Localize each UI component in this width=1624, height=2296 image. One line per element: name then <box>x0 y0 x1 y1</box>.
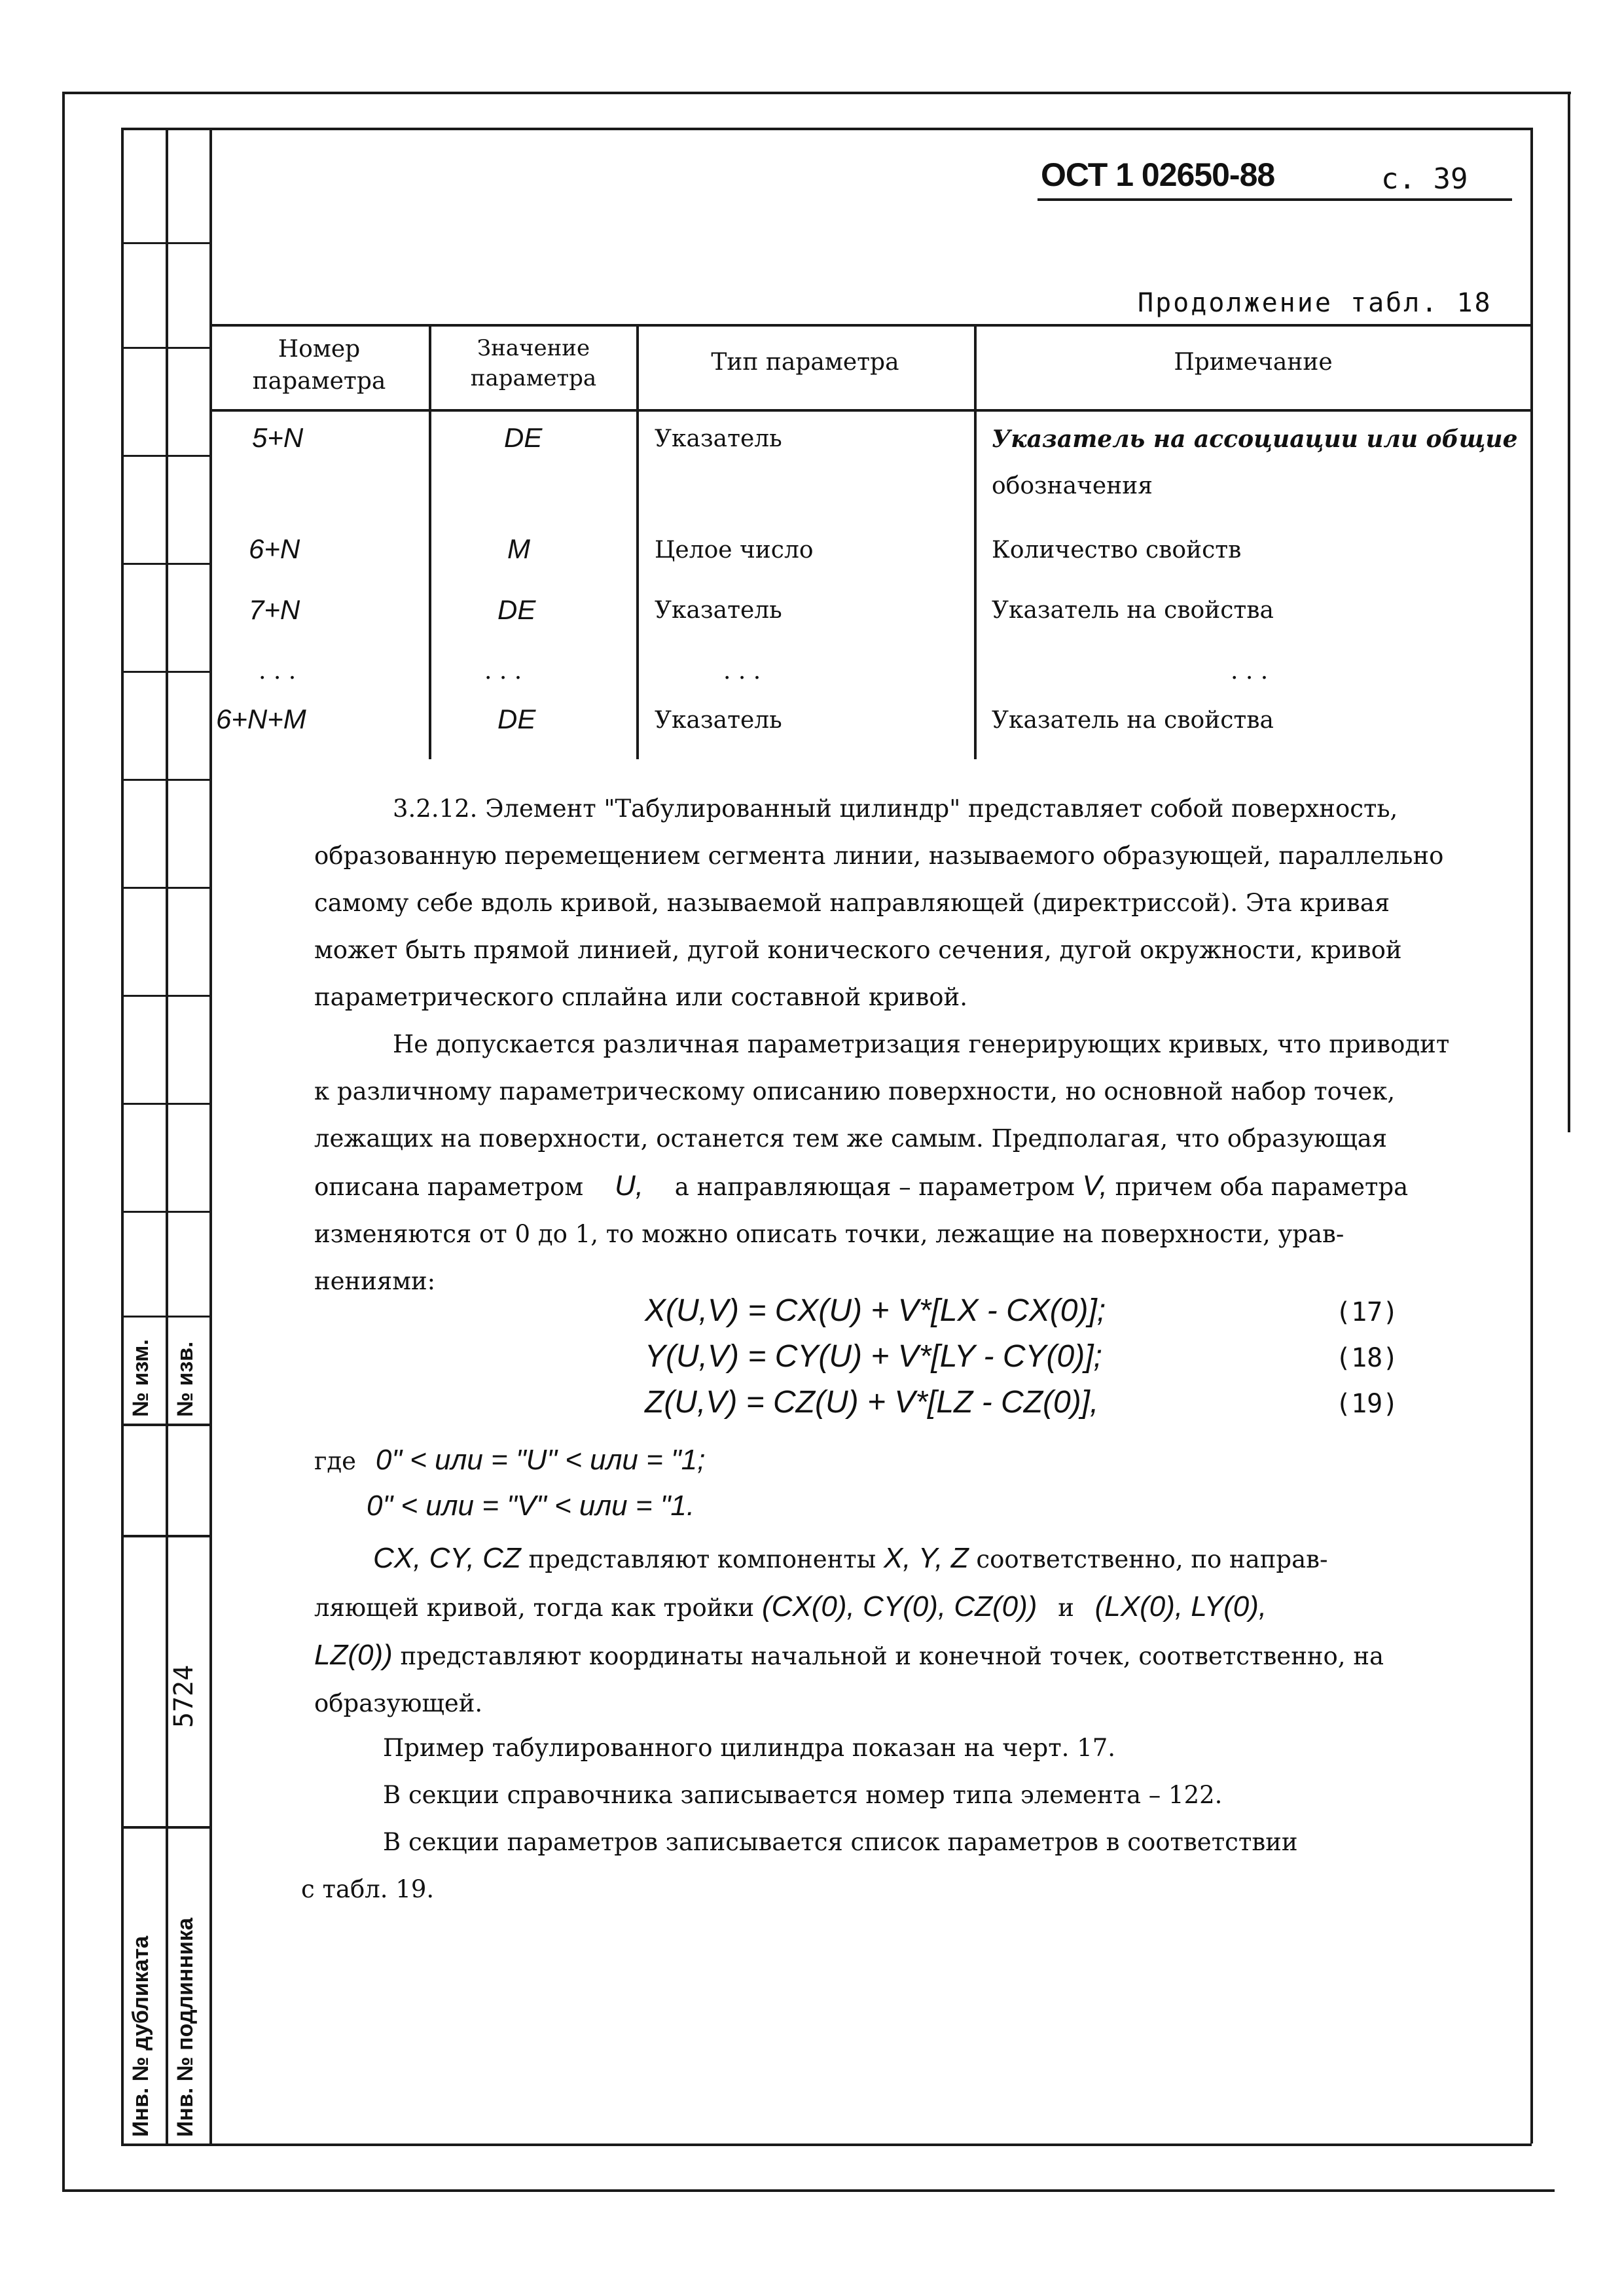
label-inv-duplicate: Инв. № дубликата <box>128 1935 153 2137</box>
paragraph-components: CX, CY, CZ представляют компоненты X, Y, Z соответственно, по направ- ляющей кривой, тогда как тройки (CX(0), CY(0), CZ(0)) и (LX(0), LY(0), LZ(0)) представляют координаты начальной и конечной точек, соответственно, на образующей. <box>314 1542 1384 1717</box>
label-no-izv: № изв. <box>173 1341 198 1417</box>
row1-note-line1: Указатель на ассоциации или общие <box>992 425 1518 453</box>
table-col-divider <box>974 324 977 759</box>
row3-type: Указатель <box>655 597 782 624</box>
row-ellipsis-number: . . . <box>259 658 297 685</box>
row3-note: Указатель на свойства <box>992 597 1274 624</box>
sidebar-rule <box>121 1826 209 1829</box>
table-top-rule <box>209 324 1532 327</box>
table-header-rule <box>209 409 1532 412</box>
col-header-note: Примечание <box>1174 349 1333 376</box>
sidebar-rule <box>121 1211 209 1213</box>
formula-19: Z(U,V) = CZ(U) + V*[LZ - CZ(0)], <box>645 1385 1099 1420</box>
row5-value: DE <box>497 704 536 734</box>
frame-left-outer <box>62 92 65 2189</box>
sidebar-rule <box>121 779 209 781</box>
col-header-value: Значение параметра <box>470 335 597 391</box>
header-underline <box>1038 198 1512 201</box>
frame-top-inner <box>121 128 1532 130</box>
row5-type: Указатель <box>655 707 782 734</box>
sidebar-rule <box>121 1535 209 1537</box>
frame-bottom-outer <box>62 2189 1555 2192</box>
row1-type: Указатель <box>655 425 782 452</box>
equation-number-17: (17) <box>1335 1297 1399 1327</box>
label-inv-original: Инв. № подлинника <box>173 1918 198 2137</box>
content-left-edge <box>209 128 212 2144</box>
row-ellipsis-note: . . . <box>1231 658 1269 685</box>
sidebar-rule <box>121 1424 209 1426</box>
page-number: с. 39 <box>1381 162 1468 196</box>
paragraph-parametrization: Не допускается различная параметризация генерирующих кривых, что приводит к различному параметрическому описанию поверхности, но основной набор точек, лежащих на поверхности, останется тем же самым. Предполагая, что образующая описана параметром U, а направляющая – параметром V, причем оба параметра изменяются от 0 до 1, то можно описать точки, лежащие на поверхности, урав- нениями: <box>314 1030 1450 1295</box>
row5-number: 6+N+M <box>216 704 306 734</box>
formula-18: Y(U,V) = CY(U) + V*[LY - CY(0)]; <box>645 1339 1102 1374</box>
row1-number: 5+N <box>252 422 304 453</box>
sidebar-left-edge <box>121 128 124 2144</box>
label-no-izm: № изм. <box>128 1339 153 1417</box>
sidebar-rule <box>121 995 209 997</box>
row5-note: Указатель на свойства <box>992 707 1274 734</box>
line-parameters: описана параметром U, а направляющая – параметром V, причем оба параметра <box>314 1170 1409 1202</box>
row2-value: M <box>507 533 530 564</box>
sidebar-rule <box>121 887 209 889</box>
inventory-number: 5724 <box>169 1664 199 1728</box>
sidebar-rule <box>121 671 209 673</box>
document-code: ОСТ 1 02650-88 <box>1041 156 1275 193</box>
sidebar-rule <box>121 1103 209 1105</box>
col-header-number: Номер параметра <box>252 336 386 395</box>
paragraph-example: Пример табулированного цилиндра показан на черт. 17. В секции справочника записывается номер типа элемента – 122. В секции параметров записывается список параметров в соответствии с табл. 19. <box>301 1734 1298 1903</box>
row3-value: DE <box>497 594 536 625</box>
table-continuation-title: Продолжение табл. 18 <box>1138 288 1492 318</box>
row2-number: 6+N <box>249 533 300 564</box>
col-header-type: Тип параметра <box>711 349 899 376</box>
row2-note: Количество свойств <box>992 537 1242 564</box>
sidebar-rule <box>121 347 209 349</box>
where-clause-u: где 0" < или = "U" < или = "1; <box>314 1444 706 1476</box>
sidebar-mid-edge <box>166 128 168 2144</box>
equation-number-18: (18) <box>1335 1343 1399 1373</box>
row3-number: 7+N <box>249 594 300 625</box>
paragraph-3-2-12: 3.2.12. Элемент "Табулированный цилиндр" представляет собой поверхность, образованную перемещением сегмента линии, называемого образующей, параллельно самому себе вдоль кривой, называемой направляющей (директриссой). Эта кривая может быть прямой линией, дугой конического сечения, дугой окружности, кривой параметрического сплайна или составной кривой. <box>314 795 1444 1011</box>
frame-bottom-inner <box>121 2144 1532 2146</box>
formula-17: X(U,V) = CX(U) + V*[LX - CX(0)]; <box>645 1293 1106 1328</box>
sidebar-rule <box>121 455 209 457</box>
equation-number-19: (19) <box>1335 1389 1399 1419</box>
sidebar-rule <box>121 563 209 565</box>
sidebar-rule <box>121 1316 209 1318</box>
table-col-divider <box>429 324 431 759</box>
row-ellipsis-type: . . . <box>723 658 761 685</box>
row-ellipsis-value: . . . <box>484 658 522 685</box>
frame-right-outer <box>1568 92 1570 1132</box>
row1-note-line2: обозначения <box>992 473 1153 499</box>
where-clause-v: 0" < или = "V" < или = "1. <box>367 1490 695 1522</box>
frame-top-outer <box>62 92 1571 94</box>
frame-right-inner <box>1530 128 1533 2144</box>
table-col-divider <box>636 324 639 759</box>
row1-value: DE <box>504 422 543 453</box>
sidebar-rule <box>121 242 209 244</box>
row2-type: Целое число <box>655 537 814 564</box>
